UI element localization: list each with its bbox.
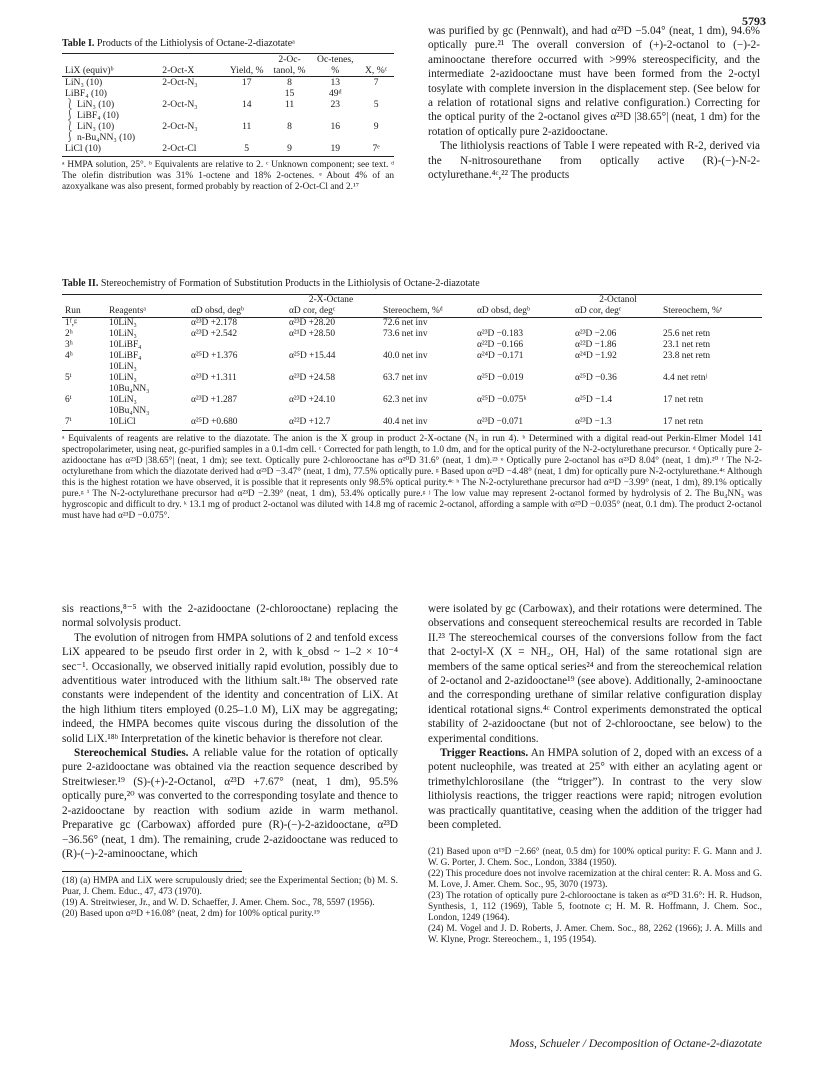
table-cell: α²³D −2.06 (575, 329, 617, 339)
table-2-label: Table II. (62, 278, 99, 289)
table-cell: 9 (373, 121, 379, 132)
table-cell: 10LiN₃ (109, 318, 137, 328)
table-cell (572, 384, 660, 395)
table-row (62, 143, 394, 154)
table-2-header: Run (65, 306, 81, 316)
table-cell: α²⁵D −0.075ᵏ (477, 395, 527, 405)
table-row (62, 110, 394, 121)
table-1-header-row (62, 54, 394, 77)
table-1-header: Yield, % (229, 65, 264, 76)
table-cell: 8 (287, 121, 292, 132)
paragraph-text: An HMPA solution of 2, doped with an excess of a potent nucleophile, was treated at 25° with either an acylating agent or trimethylchlorosilane (the “trigger”). In contrast to the very slow lithiolysis reactions, the trigger reactions were rapid; nitrogen evolution was practically quantitative, ceasing when the addition of the trigger had been completed. (428, 747, 763, 832)
table-cell: 11 (284, 99, 295, 110)
table-row (62, 88, 394, 99)
table-2-header: αD cor, degᶜ (575, 306, 622, 316)
table-2-header: Stereochem, %ᵉ (663, 306, 723, 316)
table-cell (660, 406, 762, 417)
table-cell (227, 110, 267, 121)
table-cell: 10Bu₄NN₃ (109, 406, 150, 416)
table-cell (62, 384, 106, 395)
table-cell (358, 110, 394, 121)
left-references (62, 876, 398, 920)
table-cell (660, 362, 762, 373)
table-cell: 10LiBF₄ (109, 351, 142, 361)
table-cell: LiN₃ (10) (65, 77, 103, 88)
table-cell: 10LiN₃ (109, 362, 137, 372)
table-2-block (62, 278, 762, 522)
table-cell: 5 (373, 99, 379, 110)
table-cell (188, 340, 286, 351)
table-1-header: X, %ᶜ (365, 65, 388, 76)
paragraph: was purified by gc (Pennwalt), and had α²³D −5.04° (neat, 1 dm), 94.6% optically pure.²¹ The overall conversion of (+)-2-octanol to (−)-2-aminooctane therefore occurred with >99% stereospecificity, and the intermediate 2-azidooctane must have been formed from the 2-octyl tosylate with complete inversion in the displacement step. (See below for a relation of rotational signs and relative configuration.) Correcting for the optical purity of the 2-octanol gives α²³D |38.65°| (neat, 1 dm) for the rotation of optically pure 2-azidooctane. (428, 25, 760, 138)
paragraph: The evolution of nitrogen from HMPA solutions of 2 and tenfold excess LiX appeared to be pseudo first order in 2, with k_obsd ~ 1–2 × 10⁻⁴ sec⁻¹. Occasionally, we observed initially rapid evolution, possibly due to adventitious water introduced with the lithium salt.¹⁸ᵃ The observed rate constants were independent of the identity and concentration of LiX. At the high lithium titers employed (0.25–1.0 M), LiX may be aggregating; indeed, the HMPA becomes quite viscous during the dissolution of the solid LiX.¹⁸ᵇ Interpretation of the kinetic behavior is therefore not clear. (62, 631, 398, 745)
reference: (20) Based upon α²³D +16.08° (neat, 2 dm) for 100% optical purity.¹⁹ (62, 909, 320, 920)
table-cell: 8 (287, 77, 292, 88)
reference: (21) Based upon α¹⁹D −2.66° (neat, 0.5 dm) for 100% optical purity: F. G. Mann and J. W. G. Porter, J. Chem. Soc., London, 3384 (1950). (428, 846, 762, 868)
table-cell (380, 384, 474, 395)
table-cell: 6ⁱ (65, 395, 72, 405)
table-cell: 10LiBF₄ (109, 340, 142, 350)
page-number: 5793 (742, 14, 766, 28)
table-cell (312, 132, 358, 143)
table-cell (188, 362, 286, 373)
table-row (62, 362, 762, 373)
table-row (62, 99, 394, 110)
reference: (19) A. Streitwieser, Jr., and W. D. Schaeffer, J. Amer. Chem. Soc., 78, 5597 (1956). (62, 898, 375, 909)
table-cell: α²³D +24.10 (289, 395, 336, 405)
table-1-header: LiX (equiv)ᵇ (65, 65, 114, 76)
table-cell: 2-Oct-N₃ (162, 121, 198, 132)
table-cell (286, 340, 380, 351)
table-cell: α²²D +12.7 (289, 417, 331, 427)
table-cell: ⎰ LiBF₄ (10) (65, 110, 119, 121)
table-cell: 2-Oct-Cl (162, 143, 197, 154)
table-2-header: Stereochem, %ᵈ (383, 306, 443, 316)
table-cell (474, 318, 572, 330)
table-cell: α²³D +1.311 (191, 373, 237, 383)
table-row (62, 77, 394, 89)
table-cell: α²³D −0.071 (477, 417, 524, 427)
table-cell: 5ⁱ (65, 373, 72, 383)
table-cell (227, 88, 267, 99)
table-cell: α²⁴D −1.92 (575, 351, 617, 361)
table-cell: 7 (373, 77, 379, 88)
table-cell (159, 88, 226, 99)
table-cell: 17 (241, 77, 252, 88)
table-2-header: αD obsd, degᵇ (477, 306, 530, 316)
table-cell: 10LiN₃ (109, 329, 137, 339)
table-cell (474, 362, 572, 373)
table-cell: 3ʰ (65, 340, 73, 350)
table-1-header: 2-Oct-X (162, 65, 195, 76)
table-cell: LiBF₄ (10) (65, 88, 107, 99)
table-cell (159, 132, 226, 143)
table-cell: 13 (330, 77, 341, 88)
table-cell: 17 net retn (663, 417, 704, 427)
right-column (428, 602, 762, 946)
table-cell: 25.6 net retn (663, 329, 711, 339)
table-cell (358, 88, 394, 99)
right-references (428, 847, 762, 946)
table-cell: 2-Oct-N₃ (162, 77, 198, 88)
table-cell: ⎰ n-Bu₄NN₃ (10) (65, 132, 136, 143)
table-2-caption (62, 278, 762, 290)
table-2-group-row (62, 295, 762, 307)
table-cell: 2-Oct-N₃ (162, 99, 198, 110)
table-cell (572, 362, 660, 373)
table-cell: 10Bu₄NN₃ (109, 384, 150, 394)
table-cell: 73.6 net inv (383, 329, 428, 339)
table-cell: 40.4 net inv (383, 417, 428, 427)
table-cell: 16 (330, 121, 341, 132)
table-cell (660, 384, 762, 395)
table-cell: α²⁵D +1.376 (191, 351, 238, 361)
table-1-block (62, 38, 394, 193)
table-cell: α²¹D +28.50 (289, 329, 336, 339)
table-1-footnote: ᵃ HMPA solution, 25°. ᵇ Equivalents are relative to 2. ᶜ Unknown component; see text. ᵈ The olefin distribution was 31% 1-octene and 18% 2-octenes. ᵉ About 4% of an azoxyalkane was also present, formed probably by reaction of 2-Oct-Cl and 2.¹⁷ (62, 156, 394, 193)
table-cell: 19 (330, 143, 341, 154)
table-row (62, 406, 762, 417)
paragraph-text: A reliable value for the rotation of optically pure 2-azidooctane was obtained via the reaction sequence described by Streitwieser.¹⁹ (S)-(+)-2-Octanol, α²³D +7.67° (neat, 1 dm), 95.5% optically pure,²⁰ was converted to the corresponding tosylate and thence to 2-azidooctane by reaction with sodium azide in warm methanol. Preparative gc (Carbowax) afforded pure (R)-(−)-2-azidooctane, α²³D −36.56° (neat, 1 dm). The remaining, crude 2-azidooctane was reduced to (R)-(−)-2-aminooctane, which (62, 747, 398, 860)
table-cell: 62.3 net inv (383, 395, 428, 405)
table-1-header: 2-Oc-tanol, % (273, 54, 306, 76)
table-cell: 15 (284, 88, 295, 99)
table-2-header: αD cor, degᶜ (289, 306, 336, 316)
table-1-title: Products of the Lithiolysis of Octane-2-diazotateᵃ (96, 38, 295, 49)
table-row (62, 318, 762, 330)
table-cell: α²⁵D +0.680 (191, 417, 238, 427)
table-cell (62, 406, 106, 417)
table-row (62, 395, 762, 406)
table-cell: α²³D −1.3 (575, 417, 612, 427)
left-column (62, 602, 398, 920)
table-cell: α²³D +2.178 (191, 318, 238, 328)
table-cell (358, 132, 394, 143)
table-cell: 17 net retn (663, 395, 704, 405)
table-cell (380, 362, 474, 373)
table-1-caption (62, 38, 394, 50)
table-cell: 9 (287, 143, 292, 154)
table-cell (227, 132, 267, 143)
table-cell: α²⁵D −0.36 (575, 373, 617, 383)
table-cell (267, 132, 313, 143)
table-cell: 7ᵉ (372, 143, 380, 154)
table-cell: 10LiN₃ (109, 373, 137, 383)
table-cell (188, 406, 286, 417)
table-2-header: Reagentsᵃ (109, 306, 146, 316)
paragraph: The lithiolysis reactions of Table I were repeated with R-2, derived via the N-nitrosourethane from optically active (R)-(−)-N-2-octylurethane.⁴ᶜ,²² The products (428, 140, 760, 182)
table-cell (188, 384, 286, 395)
table-cell: 23 (330, 99, 341, 110)
table-cell (267, 110, 313, 121)
table-cell (312, 110, 358, 121)
table-cell: α²³D +2.542 (191, 329, 238, 339)
paragraph: sis reactions,⁸⁻⁵ with the 2-azidooctane (2-chlorooctane) replacing the normal solvolysis product. (62, 603, 398, 630)
paragraph: were isolated by gc (Carbowax), and their rotations were determined. The observations and consequent stereochemical results are recorded in Table II.²³ The stereochemical courses of the conversions follow from the fact that 2-octyl-X (X = NH₂, OH, Hal) of the same rotational sign are members of the same optical series²⁴ and from the stereochemical relation of 2-octanol and 2-azidooctane¹⁹ (see above). Additionally, 2-aminooctane and the corresponding urethane of similar relative configuration display identical rotational signs.⁴ᶜ Control experiments demonstrated the optical stability of 2-azidooctane (but not of 2-chlorooctane, see below) to the experimental conditions. (428, 603, 762, 745)
right-top-text-block (428, 24, 760, 182)
table-cell: 2ʰ (65, 329, 73, 339)
table-cell (159, 110, 226, 121)
table-cell (286, 384, 380, 395)
table-2-header: αD obsd, degᵇ (191, 306, 244, 316)
table-row (62, 373, 762, 384)
table-2 (62, 294, 762, 428)
table-cell (474, 384, 572, 395)
reference: (18) (a) HMPA and LiX were scrupulously dried; see the Experimental Section; (b) M. S. Puar, J. Chem. Educ., 47, 473 (1970). (62, 876, 398, 898)
table-cell: α²⁵D −0.019 (477, 373, 524, 383)
table-2-footnote: ᵃ Equivalents of reagents are relative to the diazotate. The anion is the X group in product 2-X-octane (N₃ in run 4). ᵇ Determined with a digital read-out Perkin-Elmer Model 141 spectropolarimeter, using neat, gc-purified samples in a 0.1-dm cell. ᶜ Corrected for path length, to 1.0 dm, and for the optical purity of the N-2-octylurethane precursor. ᵈ Optically pure 2-azidooctane has α²³D |38.65°| (neat, 1 dm); see text. Optically pure 2-chlorooctane has α²⁰D 31.6° (neat, 1 dm).²³ ᵉ Optically pure 2-octanol has α²³D 8.04° (neat, 1 dm).²⁰ ᶠ The N-2-octylurethane from which the diazotate derived had α²³D −3.47° (neat, 1 dm), 77.5% optically pure. ᵍ Based upon α²³D −4.48° (neat, 1 dm) for optically pure N-2-octylurethane.⁴ᶜ Although this is the highest rotation we have observed, it is possible that it represents only 98.5% optical purity.⁴ᶜ ʰ The N-2-octylurethane precursor had α²³D −3.99° (neat, 1 dm), 89.1% optically pure.ᵍ ⁱ The N-2-octylurethane precursor had α²³D −2.39° (neat, 1 dm), 53.4% optically pure.ᵍ ʲ The low value may represent 2-octanol formed by hydrolysis of 2. The Bu₄NN₃ was hygroscopic and difficult to dry. ᵏ 13.1 mg of product 2-octanol was diluted with 14.8 mg of racemic 2-octanol, affording a sample with α²⁵D −0.035° (neat, 0.1 dm). The product 2-octanol must have had α²³D −0.075°. (62, 430, 762, 522)
table-cell: 10LiCl (109, 417, 136, 427)
table-cell: α²²D −1.86 (575, 340, 617, 350)
table-cell: α²³D −0.183 (477, 329, 524, 339)
table-cell (474, 406, 572, 417)
table-cell (572, 318, 660, 330)
reference: (22) This procedure does not involve racemization at the chiral center: R. A. Moss and G. M. Love, J. Amer. Chem. Soc., 95, 3070 (1973). (428, 868, 762, 890)
table-2-header-row (62, 306, 762, 318)
table-cell (572, 406, 660, 417)
table-cell (286, 362, 380, 373)
table-2-group-2-x-octane: 2-X-Octane (308, 295, 354, 305)
table-1-label: Table I. (62, 38, 95, 49)
table-cell: α²⁵D −1.4 (575, 395, 613, 405)
table-cell: ⎱ LiN₃ (10) (65, 99, 115, 110)
table-row (62, 417, 762, 428)
table-cell (380, 340, 474, 351)
table-cell: 4.4 net retnʲ (663, 373, 707, 383)
reference: (24) M. Vogel and J. D. Roberts, J. Amer. Chem. Soc., 88, 2262 (1966); J. A. Mills and W. Klyne, Progr. Stereochem., 1, 195 (1954). (428, 923, 762, 945)
table-cell: 40.0 net inv (383, 351, 428, 361)
table-cell: α²⁴D −0.171 (477, 351, 524, 361)
table-cell: ⎱ LiN₃ (10) (65, 121, 115, 132)
table-cell: 4ʰ (65, 351, 73, 361)
table-cell: 5 (244, 143, 250, 154)
table-cell (380, 406, 474, 417)
table-row (62, 121, 394, 132)
table-cell: 49ᵈ (329, 88, 342, 99)
table-cell (660, 318, 762, 330)
table-2-group-2-octanol: 2-Octanol (599, 295, 637, 305)
table-cell (286, 406, 380, 417)
reference: (23) The rotation of optically pure 2-chlorooctane is taken as α²⁰D 31.6°: H. R. Hudson, Synthesis, 1, 112 (1969), Table 5, footnote c; H. M. R. Hoffmann, J. Chem. Soc., London, 1249 (1964). (428, 890, 762, 923)
section-heading-trigger-reactions: Trigger Reactions. (440, 747, 529, 760)
running-footer: Moss, Schueler / Decomposition of Octane-2-diazotate (509, 1038, 762, 1050)
table-1 (62, 53, 394, 154)
table-cell: 7ⁱ (65, 417, 72, 427)
table-cell: 23.8 net retn (663, 351, 711, 361)
table-cell: 23.1 net retn (663, 340, 711, 350)
table-row (62, 351, 762, 362)
paragraph (428, 746, 762, 832)
table-cell: α²³D +24.58 (289, 373, 336, 383)
table-cell: 10LiN₃ (109, 395, 137, 405)
paragraph (62, 746, 398, 861)
section-heading-stereochemical-studies: Stereochemical Studies. (74, 747, 189, 760)
table-cell: 1ᶠ,ᵍ (65, 318, 77, 328)
table-cell: α²³D +28.20 (289, 318, 336, 328)
table-cell: α²²D −0.166 (477, 340, 524, 350)
table-cell: α²⁵D +15.44 (289, 351, 336, 361)
table-row (62, 384, 762, 395)
table-cell: α²³D +1.287 (191, 395, 238, 405)
table-row (62, 329, 762, 340)
table-row (62, 340, 762, 351)
table-cell: LiCl (10) (65, 143, 101, 154)
table-cell: 72.6 net inv (383, 318, 428, 328)
table-2-title: Stereochemistry of Formation of Substitution Products in the Lithiolysis of Octane-2-diazotate (100, 278, 480, 289)
table-cell: 63.7 net inv (383, 373, 428, 383)
table-1-header: Oc-tenes, % (317, 54, 354, 76)
table-row (62, 132, 394, 143)
table-cell (62, 362, 106, 373)
table-cell: 11 (242, 121, 252, 132)
table-cell: 14 (241, 99, 252, 110)
